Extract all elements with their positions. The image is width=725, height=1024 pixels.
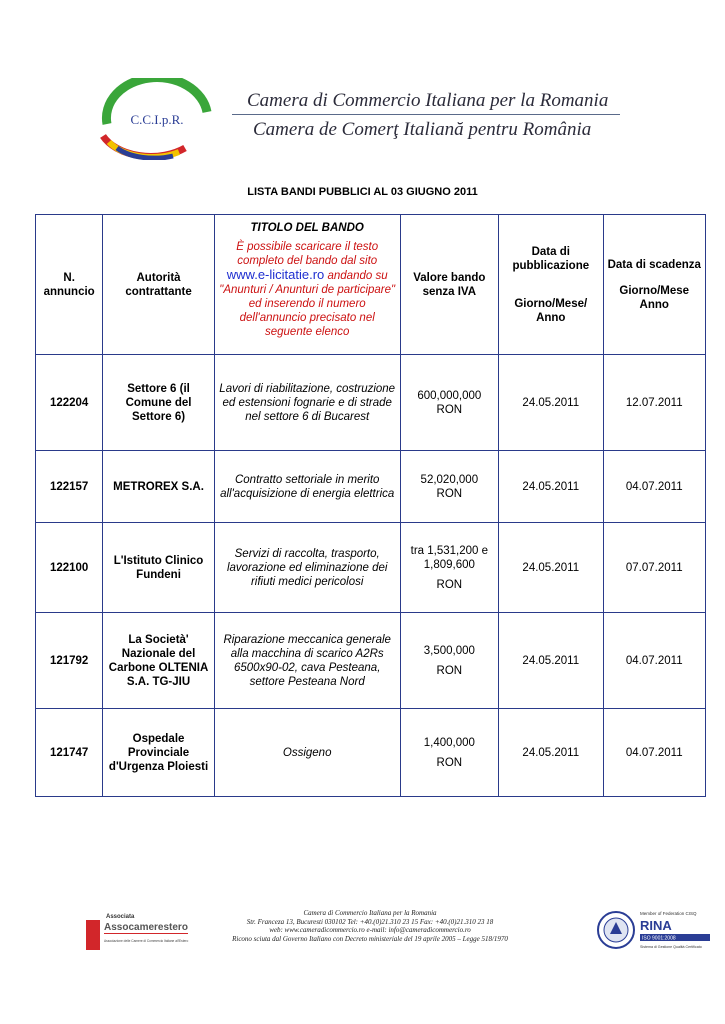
row-value-amount: 1,400,000 bbox=[423, 736, 475, 749]
row-value-unit: RON bbox=[436, 756, 463, 769]
footer-line-4: Ricono sciuta dal Governo Italiano con Decreto ministeriale del 19 aprile 2005 – Legge 518/1970 bbox=[232, 934, 508, 943]
row-pub-date: 24.05.2011 bbox=[499, 709, 603, 797]
header-pub-format: Giorno/Mese/ Anno bbox=[514, 297, 588, 324]
row-due-date: 04.07.2011 bbox=[603, 451, 706, 523]
row-value bbox=[400, 613, 498, 709]
header-title bbox=[214, 215, 400, 355]
row-num: 122157 bbox=[36, 451, 103, 523]
row-num: 122204 bbox=[36, 355, 103, 451]
assoc-label-top: Associata bbox=[106, 914, 135, 920]
row-title: Ossigeno bbox=[214, 709, 400, 797]
footer-line-3: web: www.cameradicommercio.ro e-mail: info@cameradicommercio.ro bbox=[269, 926, 471, 935]
tenders-table bbox=[35, 214, 706, 797]
ccipr-logo bbox=[95, 78, 220, 160]
rina-top: Member of Federation CISQ bbox=[640, 911, 697, 916]
row-authority: Ospedale Provinciale d'Urgenza Ploiesti bbox=[103, 709, 214, 797]
rina-name: RINA bbox=[640, 918, 672, 933]
elicitatie-link[interactable]: www.e-licitatie.ro bbox=[226, 267, 325, 282]
org-name-ro: Camera de Comerţ Italiană pentru România bbox=[253, 119, 592, 140]
table-row bbox=[36, 523, 706, 613]
row-title: Riparazione meccanica generale alla macchina di scarico A2Rs 6500x90-02, cava Pesteana, settore Pesteana Nord bbox=[214, 613, 400, 709]
row-authority: L'Istituto Clinico Fundeni bbox=[103, 523, 214, 613]
row-due-date: 12.07.2011 bbox=[603, 355, 706, 451]
row-value-amount: 3,500,000 bbox=[423, 644, 475, 657]
row-value-amount: tra 1,531,200 e 1,809,600 bbox=[410, 544, 489, 571]
row-authority: Settore 6 (il Comune del Settore 6) bbox=[103, 355, 214, 451]
header-pub-date-label: Data di pubblicazione bbox=[512, 245, 590, 272]
row-title: Servizi di raccolta, trasporto, lavorazione ed eliminazione dei rifiuti medici pericolosi bbox=[214, 523, 400, 613]
row-value bbox=[400, 709, 498, 797]
table-row bbox=[36, 451, 706, 523]
assoc-sub: Associazione delle Camere di Commercio Italiane all'Estero bbox=[104, 939, 189, 943]
row-due-date: 07.07.2011 bbox=[603, 523, 706, 613]
table-row bbox=[36, 709, 706, 797]
row-pub-date: 24.05.2011 bbox=[499, 355, 603, 451]
row-num: 121792 bbox=[36, 613, 103, 709]
row-pub-date: 24.05.2011 bbox=[499, 523, 603, 613]
header-authority: Autorità contrattante bbox=[103, 215, 214, 355]
table-row bbox=[36, 355, 706, 451]
row-due-date: 04.07.2011 bbox=[603, 709, 706, 797]
row-title: Lavori di riabilitazione, costruzione ed estensioni fognarie e di strade nel settore 6 di Bucarest bbox=[214, 355, 400, 451]
row-authority: La Società' Nazionale del Carbone OLTENIA S.A. TG-JIU bbox=[103, 613, 214, 709]
row-num: 121747 bbox=[36, 709, 103, 797]
assoc-name: Assocamerestero bbox=[104, 922, 188, 933]
rina-certification-logo bbox=[596, 908, 712, 952]
row-value-unit: RON bbox=[436, 578, 463, 591]
table-header-row bbox=[36, 215, 706, 355]
header-rule bbox=[232, 114, 620, 115]
header-title-note-1: È possibile scaricare il testo completo del bando dal sito bbox=[236, 241, 379, 267]
header-title-label: TITOLO DEL BANDO bbox=[250, 222, 364, 234]
header-pub-date bbox=[499, 215, 603, 355]
row-num: 122100 bbox=[36, 523, 103, 613]
rina-iso: ISO 9001:2008 bbox=[642, 935, 676, 942]
footer-line-2: Str. Franceza 13, Bucuresti 030102 Tel: +40.(0)21.310 23 15 Fax: +40.(0)21.310 23 18 bbox=[246, 917, 494, 926]
logo-text: C.C.I.p.R. bbox=[130, 112, 184, 127]
row-pub-date: 24.05.2011 bbox=[499, 613, 603, 709]
row-value bbox=[400, 523, 498, 613]
table-row bbox=[36, 613, 706, 709]
row-value-unit: RON bbox=[436, 664, 463, 677]
header-title-note-2: andando su "Anunturi / Anunturi de participare" ed inserendo il numero dell'annuncio precisato nel seguente elenco bbox=[219, 270, 396, 338]
row-value bbox=[400, 355, 498, 451]
row-title: Contratto settoriale in merito all'acquisizione di energia elettrica bbox=[214, 451, 400, 523]
row-value-amount: 52,020,000 bbox=[420, 473, 479, 486]
row-value-unit: RON bbox=[436, 403, 463, 416]
row-pub-date: 24.05.2011 bbox=[499, 451, 603, 523]
org-name-it: Camera di Commercio Italiana per la Romania bbox=[247, 90, 609, 111]
row-due-date: 04.07.2011 bbox=[603, 613, 706, 709]
header-value: Valore bando senza IVA bbox=[400, 215, 498, 355]
row-value-unit: RON bbox=[436, 487, 463, 500]
header-due-date-label: Data di scadenza bbox=[607, 258, 701, 271]
row-value-amount: 600,000,000 bbox=[417, 389, 482, 402]
row-value bbox=[400, 451, 498, 523]
rina-sub: Sistema di Gestione Qualità Certificato bbox=[640, 945, 702, 949]
assocamerestero-logo bbox=[86, 910, 191, 958]
header-due-date bbox=[603, 215, 706, 355]
document-title: LISTA BANDI PUBBLICI AL 03 GIUGNO 2011 bbox=[247, 186, 478, 198]
footer-address bbox=[210, 909, 530, 943]
header-num: N. annuncio bbox=[36, 215, 103, 355]
row-authority: METROREX S.A. bbox=[103, 451, 214, 523]
footer-line-1: Camera di Commercio Italiana per la Romania bbox=[303, 909, 437, 917]
header-due-format: Giorno/Mese Anno bbox=[619, 284, 690, 311]
